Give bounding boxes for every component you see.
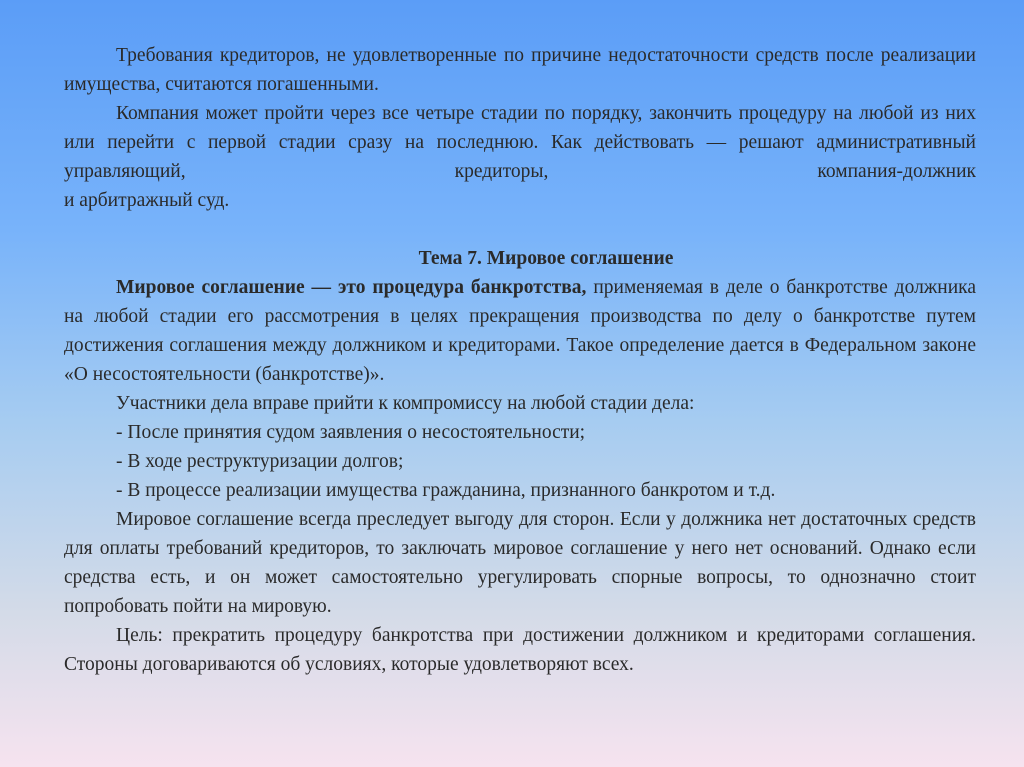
list-item: - В процессе реализации имущества гражданина, признанного банкротом и т.д. <box>116 480 776 501</box>
paragraph-benefit: Мировое соглашение всегда преследует выгоду для сторон. Если у должника нет достаточных средств для оплаты требований кредиторов, то заключать мировое соглашение у него нет оснований. Однако если средства есть, и он может самостоятельно урегулировать спорные вопросы, то однозначно стоит попробовать пойти на мировую. <box>64 509 976 617</box>
definition-text: применяемая в деле о банкротстве должника на любой стадии его рассмотрения в целях прекращения производства по делу о банкротстве путем достижения соглашения между должником и кредиторами. Такое определение дается в Федеральном законе «О несостоятельности (банкротстве)». <box>64 277 976 385</box>
list-item: - После принятия судом заявления о несостоятельности; <box>116 422 586 443</box>
paragraph-stages-end: и арбитражный суд. <box>64 190 230 211</box>
slide-text <box>64 41 976 679</box>
paragraph-debts-extinguished: Требования кредиторов, не удовлетворенные по причине недостаточности средств после реализации имущества, считаются погашенными. <box>64 45 976 95</box>
paragraph-definition <box>64 273 976 389</box>
topic-heading: Тема 7. Мировое соглашение <box>418 248 674 269</box>
paragraph-participants: Участники дела вправе прийти к компромиссу на любой стадии дела: <box>116 393 695 414</box>
definition-term: Мировое соглашение — это процедура банкротства, <box>116 277 587 298</box>
blank-line <box>64 215 976 244</box>
paragraph-goal: Цель: прекратить процедуру банкротства при достижении должником и кредиторами соглашения. Стороны договариваются об условиях, которые удовлетворяют всех. <box>64 625 976 675</box>
list-item: - В ходе реструктуризации долгов; <box>116 451 404 472</box>
paragraph-stages: Компания может пройти через все четыре стадии по порядку, закончить процедуру на любой из них или перейти с первой стадии сразу на последнюю. Как действовать — решают административный управляющий, кредиторы, компания-должник <box>64 103 976 182</box>
